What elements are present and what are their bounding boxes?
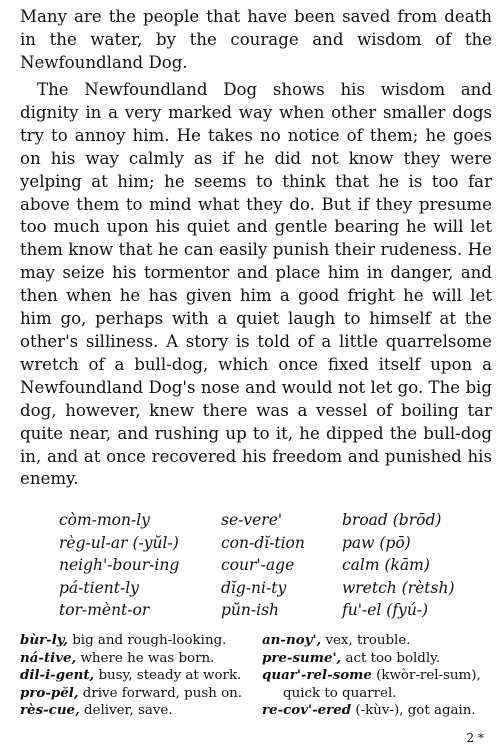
word-item: còm-mon-ly bbox=[59, 511, 150, 529]
word-item: pá-tient-ly bbox=[59, 578, 139, 597]
definition-text: busy, steady at work. bbox=[94, 668, 242, 683]
word-item: paw (pō) bbox=[342, 533, 411, 552]
definition-term: ná-tive, bbox=[20, 649, 77, 666]
definition-item bbox=[20, 685, 242, 703]
word-item: neigh'-bour-ing bbox=[59, 556, 180, 575]
definitions-column-left bbox=[20, 632, 242, 720]
paragraph-1: Many are the people that have been saved from death in the water, by the courage and wisdom of the Newfoundland Dog. bbox=[20, 7, 492, 72]
definition-item bbox=[20, 632, 242, 650]
definition-item bbox=[262, 667, 481, 685]
definition-term: quar'-rel-some bbox=[262, 667, 372, 683]
definition-term: pro-pĕl, bbox=[20, 684, 79, 701]
word-item: dĭg-ni-ty bbox=[221, 578, 287, 597]
word-column-3 bbox=[342, 509, 455, 622]
definition-term: rès-cue, bbox=[20, 702, 80, 718]
signature-mark: 2 * bbox=[466, 731, 484, 745]
definition-text: act too boldly. bbox=[341, 650, 441, 666]
definition-item bbox=[20, 702, 242, 720]
word-item: pŭn-ish bbox=[221, 601, 280, 620]
definition-term: re-cov'-ered bbox=[262, 702, 352, 718]
spelling-word-list bbox=[0, 509, 500, 624]
word-item: broad (brōd) bbox=[342, 511, 442, 529]
word-item: cour'-age bbox=[221, 556, 295, 575]
word-item: fu'-el (fyú-) bbox=[342, 601, 429, 620]
definition-text: big and rough-looking. bbox=[67, 633, 227, 648]
word-column-1 bbox=[59, 509, 179, 622]
definitions-column-right bbox=[262, 632, 481, 720]
paragraph-2: The Newfoundland Dog shows his wisdom and dignity in a very marked way when other smaller dogs try to annoy him. He takes no notice of them; he goes on his way calmly as if he did not know they were yelping at him; he seems to think that he is too far above them to mind what they do. But if they presume too much upon his quiet and gentle bearing he will let them know that he can easily punish their rudeness. He may seize his tormentor and place him in danger, and then when he has given him a good fright he will let him go, perhaps with a quiet laugh to himself at the other's silliness. A story is told of a little quarrelsome wretch of a bull-dog, which once fixed itself upon a Newfoundland Dog's nose and would not let go. The big dog, however, knew there was a vessel of boiling tar quite near, and rushing up to it, he dipped the bull-dog in, and at once recovered his freedom and punished his enemy. bbox=[20, 80, 492, 489]
definition-text: vex, trouble. bbox=[321, 633, 411, 648]
word-item: règ-ul-ar (-yŭl-) bbox=[59, 533, 179, 552]
definition-item bbox=[262, 632, 481, 650]
word-item: wretch (rètsh) bbox=[342, 578, 455, 597]
word-item: calm (kām) bbox=[342, 556, 430, 575]
word-item: se-vere' bbox=[221, 511, 283, 529]
definition-term: dil-i-gent, bbox=[20, 667, 95, 683]
word-item: con-dĭ-tion bbox=[221, 533, 305, 552]
definition-text: (-kùv-), got again. bbox=[351, 703, 476, 718]
definition-text: (kwòr-rel-sum), bbox=[371, 668, 481, 683]
definition-item bbox=[20, 650, 242, 668]
definition-text: where he was born. bbox=[76, 650, 215, 666]
definition-item bbox=[262, 702, 481, 720]
definition-item bbox=[20, 667, 242, 685]
definition-text: quick to quarrel. bbox=[283, 685, 397, 701]
word-item: tor-mènt-or bbox=[59, 601, 150, 620]
definition-term: bùr-ly, bbox=[20, 632, 68, 648]
definition-continuation bbox=[262, 685, 481, 703]
definition-term: pre-sume', bbox=[262, 649, 342, 666]
definition-term: an-noy', bbox=[262, 632, 322, 648]
word-column-2 bbox=[221, 509, 305, 622]
definition-text: deliver, save. bbox=[79, 703, 173, 718]
definition-item bbox=[262, 650, 481, 668]
definition-text: drive forward, push on. bbox=[78, 685, 243, 701]
